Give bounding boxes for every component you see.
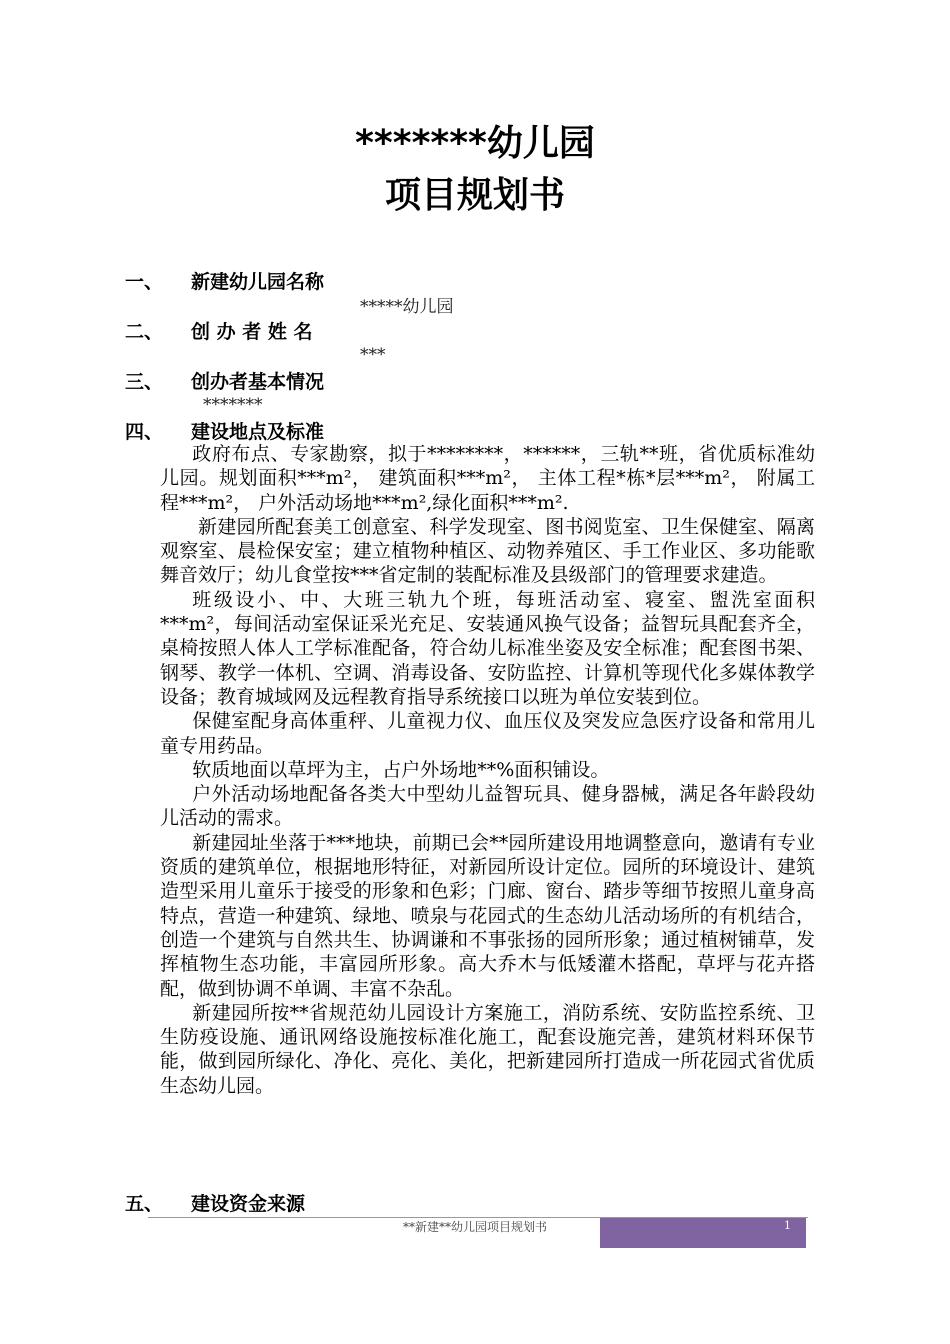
document-title-line1: *******幼儿园 — [355, 123, 595, 164]
body-paragraph: 新建园所配套美工创意室、科学发现室、图书阅览室、卫生保健室、隔离观察室、晨检保安室；建立植物种植区、动物养殖区、手工作业区、多功能歌舞音效厅；幼儿食堂按***省定制的装配标准及县级部门的管理要求建造。 — [160, 515, 815, 587]
kindergarten-name-value: *****幼儿园 — [360, 297, 454, 317]
section-heading-1 — [125, 270, 324, 294]
section-title: 新建幼儿园名称 — [191, 271, 325, 293]
section-heading-3 — [125, 370, 324, 394]
section-number: 四、 — [125, 421, 164, 443]
founder-info-value: ******* — [203, 395, 263, 415]
section-number: 三、 — [125, 371, 164, 393]
section-title: 创办者基本情况 — [191, 371, 325, 393]
section-title: 建设地点及标准 — [191, 421, 325, 443]
section-heading-2 — [125, 320, 312, 344]
footer-title: **新建**幼儿园项目规划书 — [402, 1220, 547, 1234]
body-paragraph: 户外活动场地配备各类大中型幼儿益智玩具、健身器械，满足各年龄段幼儿活动的需求。 — [160, 783, 815, 830]
section-title: 创 办 者 姓 名 — [191, 321, 313, 343]
body-paragraph: 政府布点、专家勘察，拟于********，******，三轨**班，省优质标准幼儿园。规划面积***m²， 建筑面积***m²， 主体工程*栋*层***m²， 附属工程***m²， 户外活动场地***m²,绿化面积***m². — [160, 443, 815, 514]
body-paragraph: 保健室配身高体重秤、儿童视力仪、血压仪及突发应急医疗设备和常用儿童专用药品。 — [160, 710, 815, 757]
section-number: 五、 — [125, 1193, 164, 1215]
section-title: 建设资金来源 — [191, 1193, 306, 1215]
section-4-body — [160, 442, 815, 1098]
body-paragraph: 班级设小、中、大班三轨九个班，每班活动室、寝室、盥洗室面积***m²，每间活动室保证采光充足、安装通风换气设备；益智玩具配套齐全，桌椅按照人体人工学标准配备，符合幼儿标准坐姿及安全标准；配套图书架、钢琴、教学一体机、空调、消毒设备、安防监控、计算机等现代化多媒体教学设备；教育城域网及远程教育指导系统接口以班为单位安装到位。 — [160, 588, 815, 708]
section-heading-4 — [125, 420, 324, 444]
founder-name-value: *** — [360, 345, 386, 365]
body-paragraph: 软质地面以草坪为主，占户外场地**%面积铺设。 — [192, 758, 610, 781]
body-paragraph: 新建园所按**省规范幼儿园设计方案施工，消防系统、安防监控系统、卫生防疫设施、通讯网络设施按标准化施工，配套设施完善，建筑材料环保节能，做到园所绿化、净化、亮化、美化，把新建园所打造成一所花园式省优质生态幼儿园。 — [160, 1001, 815, 1097]
section-number: 一、 — [125, 271, 164, 293]
document-title-line2: 项目规划书 — [384, 175, 565, 216]
footer-accent-bar — [600, 1218, 806, 1248]
section-heading-5 — [125, 1192, 305, 1216]
body-paragraph: 新建园址坐落于***地块，前期已会**园所建设用地调整意向，邀请有专业资质的建筑单位，根据地形特征，对新园所设计定位。园所的环境设计、建筑造型采用儿童乐于接受的形象和色彩；门廊、窗台、踏步等细节按照儿童身高特点，营造一种建筑、绿地、喷泉与花园式的生态幼儿活动场所的有机结合，创造一个建筑与自然共生、协调谦和不事张扬的园所形象；通过植树铺草，发挥植物生态功能，丰富园所形象。高大乔木与低矮灌木搭配，草坪与花卉搭配，做到协调不单调、丰富不杂乱。 — [160, 831, 815, 1000]
section-number: 二、 — [125, 321, 164, 343]
page-number: 1 — [784, 1219, 791, 1232]
